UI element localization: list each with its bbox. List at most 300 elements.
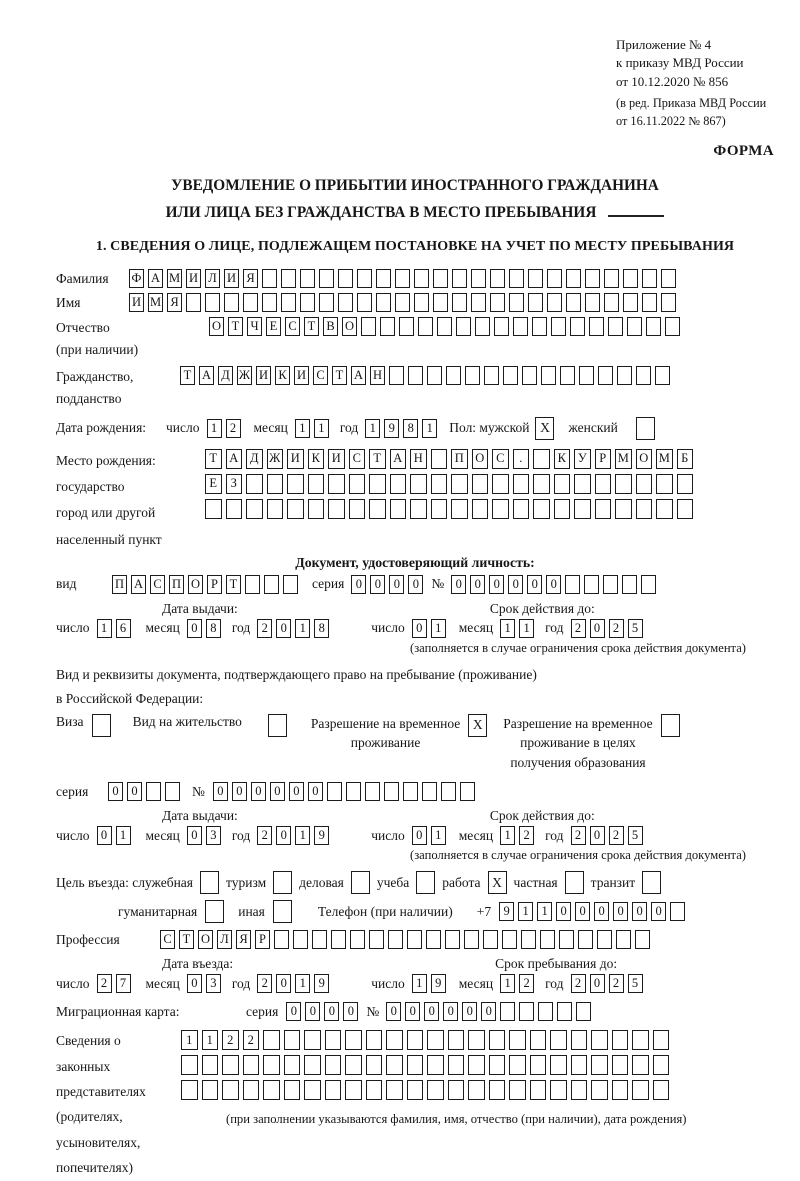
char-box: 0 bbox=[451, 575, 466, 594]
char-box bbox=[560, 366, 575, 385]
char-box bbox=[287, 499, 304, 519]
char-box bbox=[345, 1055, 362, 1075]
char-box bbox=[338, 293, 353, 312]
birth-date-label: Дата рождения: bbox=[56, 420, 147, 436]
residence-intro-line2: в Российской Федерации: bbox=[56, 691, 204, 707]
char-box: 2 bbox=[609, 974, 624, 993]
char-box: 0 bbox=[232, 782, 247, 801]
doc-kind-label: вид bbox=[56, 576, 77, 592]
char-box: 0 bbox=[481, 1002, 496, 1021]
char-box: 8 bbox=[403, 419, 418, 438]
char-box: 0 bbox=[408, 575, 423, 594]
char-box bbox=[361, 317, 376, 336]
char-box: В bbox=[323, 317, 338, 336]
char-box bbox=[636, 366, 651, 385]
char-box: С bbox=[160, 930, 175, 949]
day-label: число bbox=[371, 975, 405, 991]
char-box bbox=[165, 782, 180, 801]
citizenship-boxes bbox=[180, 366, 670, 385]
char-box: З bbox=[226, 474, 243, 494]
char-box: 0 bbox=[470, 575, 485, 594]
char-box bbox=[591, 1080, 608, 1100]
char-box: 0 bbox=[462, 1002, 477, 1021]
char-box bbox=[612, 1080, 629, 1100]
char-box bbox=[595, 474, 612, 494]
char-box bbox=[312, 930, 327, 949]
char-box bbox=[528, 293, 543, 312]
regulation-header bbox=[616, 36, 774, 130]
valid-until-header: Срок действия до: bbox=[489, 600, 595, 616]
char-box: 0 bbox=[389, 575, 404, 594]
year-label: год bbox=[545, 975, 564, 991]
char-box bbox=[571, 1080, 588, 1100]
char-box: 1 bbox=[500, 974, 515, 993]
char-box bbox=[565, 575, 580, 594]
char-box bbox=[243, 293, 258, 312]
char-box: 0 bbox=[412, 619, 427, 638]
char-box: 1 bbox=[295, 974, 310, 993]
temp-permit-label-line1: Разрешение на временное bbox=[310, 715, 461, 731]
residence-series-label: серия bbox=[56, 783, 89, 799]
char-box: 0 bbox=[187, 826, 202, 845]
char-box bbox=[369, 930, 384, 949]
day-label: число bbox=[56, 620, 90, 636]
char-box bbox=[500, 1002, 515, 1021]
char-box: Ж bbox=[237, 366, 252, 385]
birth-place-city-label-1: город или другой bbox=[56, 505, 156, 521]
char-box bbox=[281, 293, 296, 312]
char-box bbox=[533, 499, 550, 519]
char-box: А bbox=[131, 575, 146, 594]
birth-date-row bbox=[56, 417, 774, 440]
char-box: Б bbox=[677, 449, 694, 469]
char-box bbox=[380, 317, 395, 336]
char-box bbox=[407, 1080, 424, 1100]
char-box: Л bbox=[205, 269, 220, 288]
doc-number-boxes bbox=[451, 575, 656, 594]
char-box: 9 bbox=[384, 419, 399, 438]
char-box: И bbox=[256, 366, 271, 385]
char-box: О bbox=[342, 317, 357, 336]
char-box bbox=[350, 930, 365, 949]
char-box bbox=[433, 293, 448, 312]
identity-dates-row bbox=[56, 619, 774, 638]
residence-issue-day-boxes bbox=[97, 826, 131, 845]
char-box bbox=[513, 499, 530, 519]
purpose-other-label: иная bbox=[238, 903, 265, 919]
char-box: Я bbox=[167, 293, 182, 312]
citizenship-label-2: подданство bbox=[56, 390, 122, 406]
purpose-official-label: Цель въезда: служебная bbox=[56, 874, 193, 890]
char-box bbox=[325, 1055, 342, 1075]
char-box bbox=[661, 293, 676, 312]
purpose-row bbox=[56, 871, 774, 894]
entry-month-boxes bbox=[187, 974, 221, 993]
char-box bbox=[181, 1080, 198, 1100]
purpose-transit-label: транзит bbox=[590, 874, 636, 890]
char-box bbox=[489, 1055, 506, 1075]
char-box: Л bbox=[217, 930, 232, 949]
char-box bbox=[528, 269, 543, 288]
char-box bbox=[365, 782, 380, 801]
char-box bbox=[653, 1080, 670, 1100]
char-box bbox=[642, 269, 657, 288]
char-box bbox=[407, 1030, 424, 1050]
char-box bbox=[349, 499, 366, 519]
char-box bbox=[604, 293, 619, 312]
char-box bbox=[584, 575, 599, 594]
char-box bbox=[284, 1030, 301, 1050]
char-box bbox=[345, 1080, 362, 1100]
edu-permit-label-line1: Разрешение на временное bbox=[503, 715, 653, 731]
surname-row bbox=[56, 269, 774, 288]
identity-valid-day-boxes bbox=[412, 619, 446, 638]
char-box bbox=[345, 1030, 362, 1050]
char-box: 0 bbox=[286, 1002, 301, 1021]
char-box bbox=[328, 499, 345, 519]
month-label: месяц bbox=[145, 620, 180, 636]
legal-reps-label-3: представителях bbox=[56, 1084, 146, 1100]
char-box bbox=[571, 1055, 588, 1075]
char-box bbox=[304, 1080, 321, 1100]
char-box: Т bbox=[180, 366, 195, 385]
char-box: Н bbox=[370, 366, 385, 385]
char-box: 2 bbox=[257, 826, 272, 845]
migration-series-label: серия bbox=[246, 1003, 279, 1019]
char-box bbox=[468, 1080, 485, 1100]
char-box bbox=[263, 1080, 280, 1100]
char-box: Р bbox=[255, 930, 270, 949]
entry-year-boxes bbox=[257, 974, 329, 993]
char-box: 6 bbox=[116, 619, 131, 638]
char-box bbox=[550, 1055, 567, 1075]
char-box bbox=[550, 1030, 567, 1050]
char-box bbox=[395, 293, 410, 312]
char-box: А bbox=[226, 449, 243, 469]
char-box bbox=[503, 366, 518, 385]
char-box: 0 bbox=[527, 575, 542, 594]
form-label: ФОРМА bbox=[713, 142, 774, 159]
char-box bbox=[570, 317, 585, 336]
char-box: П bbox=[112, 575, 127, 594]
char-box: М bbox=[148, 293, 163, 312]
legal-reps-boxes-row1 bbox=[181, 1030, 686, 1050]
header-amendment-line: (в ред. Приказа МВД России bbox=[616, 96, 767, 111]
purpose-humanitarian-checkbox bbox=[205, 900, 224, 923]
patronymic-boxes bbox=[209, 317, 680, 336]
char-box: 0 bbox=[351, 575, 366, 594]
char-box bbox=[267, 474, 284, 494]
char-box bbox=[615, 499, 632, 519]
char-box: . bbox=[513, 449, 530, 469]
doc-series-label: серия bbox=[312, 576, 345, 592]
char-box: А bbox=[148, 269, 163, 288]
char-box bbox=[262, 269, 277, 288]
char-box bbox=[431, 474, 448, 494]
stay-until-header: Срок пребывания до: bbox=[495, 956, 618, 972]
char-box bbox=[386, 1080, 403, 1100]
char-box bbox=[540, 930, 555, 949]
char-box bbox=[181, 1055, 198, 1075]
char-box bbox=[551, 317, 566, 336]
char-box: 0 bbox=[276, 619, 291, 638]
legal-reps-label-1: Сведения о bbox=[56, 1033, 121, 1049]
char-box: 0 bbox=[590, 826, 605, 845]
char-box: 5 bbox=[628, 974, 643, 993]
char-box bbox=[243, 1055, 260, 1075]
char-box: А bbox=[199, 366, 214, 385]
char-box: П bbox=[451, 449, 468, 469]
char-box bbox=[627, 317, 642, 336]
char-box bbox=[533, 474, 550, 494]
form-title-line2: ИЛИ ЛИЦА БЕЗ ГРАЖДАНСТВА В МЕСТО ПРЕБЫВАНИЯ bbox=[165, 203, 597, 221]
char-box: Т bbox=[369, 449, 386, 469]
char-box bbox=[319, 293, 334, 312]
char-box: И bbox=[129, 293, 144, 312]
char-box bbox=[369, 474, 386, 494]
char-box bbox=[591, 1030, 608, 1050]
char-box: И bbox=[287, 449, 304, 469]
char-box bbox=[632, 1080, 649, 1100]
validity-note: (заполняется в случае ограничения срока действия документа) bbox=[410, 640, 746, 655]
char-box bbox=[578, 930, 593, 949]
char-box bbox=[338, 269, 353, 288]
purpose-row-2 bbox=[56, 900, 774, 923]
char-box bbox=[448, 1055, 465, 1075]
month-label: месяц bbox=[253, 420, 288, 436]
char-box: 1 bbox=[97, 619, 112, 638]
char-box bbox=[502, 930, 517, 949]
char-box: 1 bbox=[518, 902, 533, 921]
char-box bbox=[366, 1030, 383, 1050]
birth-place-boxes-row3 bbox=[205, 499, 693, 519]
char-box: 9 bbox=[431, 974, 446, 993]
month-label: месяц bbox=[458, 827, 494, 843]
char-box: С bbox=[313, 366, 328, 385]
char-box: 1 bbox=[412, 974, 427, 993]
char-box bbox=[245, 575, 260, 594]
char-box bbox=[571, 1030, 588, 1050]
char-box: С bbox=[349, 449, 366, 469]
char-box bbox=[431, 499, 448, 519]
char-box bbox=[369, 499, 386, 519]
char-box bbox=[617, 366, 632, 385]
char-box bbox=[574, 499, 591, 519]
char-box bbox=[224, 293, 239, 312]
char-box: Н bbox=[410, 449, 427, 469]
char-box bbox=[483, 930, 498, 949]
char-box bbox=[509, 293, 524, 312]
char-box: 0 bbox=[187, 619, 202, 638]
issue-date-header: Дата выдачи: bbox=[162, 600, 238, 616]
char-box bbox=[541, 366, 556, 385]
char-box: К bbox=[275, 366, 290, 385]
char-box bbox=[513, 317, 528, 336]
purpose-official-checkbox bbox=[200, 871, 219, 894]
char-box bbox=[399, 317, 414, 336]
char-box: 2 bbox=[519, 974, 534, 993]
char-box bbox=[376, 269, 391, 288]
char-box: 1 bbox=[314, 419, 329, 438]
char-box bbox=[566, 269, 581, 288]
char-box bbox=[538, 1002, 553, 1021]
char-box: 9 bbox=[314, 826, 329, 845]
char-box: П bbox=[169, 575, 184, 594]
char-box bbox=[661, 269, 676, 288]
char-box: Я bbox=[243, 269, 258, 288]
char-box: 0 bbox=[489, 575, 504, 594]
char-box: 2 bbox=[519, 826, 534, 845]
char-box bbox=[519, 1002, 534, 1021]
char-box bbox=[376, 293, 391, 312]
legal-reps-block bbox=[56, 1028, 774, 1180]
char-box: О bbox=[472, 449, 489, 469]
char-box: 0 bbox=[127, 782, 142, 801]
char-box bbox=[325, 1080, 342, 1100]
identity-date-headers bbox=[56, 601, 774, 617]
char-box bbox=[636, 499, 653, 519]
char-box bbox=[465, 366, 480, 385]
birth-place-boxes-row2 bbox=[205, 474, 693, 494]
migration-number-boxes bbox=[386, 1002, 591, 1021]
form-title bbox=[56, 173, 774, 227]
char-box bbox=[490, 269, 505, 288]
char-box bbox=[585, 293, 600, 312]
valid-until-header: Срок действия до: bbox=[489, 808, 595, 824]
char-box bbox=[642, 293, 657, 312]
header-line: Приложение № 4 bbox=[616, 37, 712, 52]
char-box: 1 bbox=[202, 1030, 219, 1050]
year-label: год bbox=[339, 420, 359, 436]
char-box bbox=[591, 1055, 608, 1075]
month-label: месяц bbox=[145, 975, 180, 991]
temp-permit-label-line2: проживание bbox=[350, 735, 421, 751]
char-box bbox=[468, 1030, 485, 1050]
citizenship-row bbox=[56, 366, 774, 410]
char-box bbox=[325, 1030, 342, 1050]
char-box bbox=[222, 1055, 239, 1075]
char-box: М bbox=[656, 449, 673, 469]
char-box bbox=[509, 1030, 526, 1050]
char-box: Т bbox=[228, 317, 243, 336]
day-label: число bbox=[371, 827, 405, 843]
stay-day-boxes bbox=[412, 974, 446, 993]
char-box bbox=[576, 1002, 591, 1021]
blank-underline bbox=[608, 201, 664, 216]
char-box bbox=[492, 474, 509, 494]
char-box bbox=[426, 930, 441, 949]
char-box: 1 bbox=[500, 619, 515, 638]
char-box bbox=[427, 366, 442, 385]
phone-label: Телефон (при наличии) bbox=[317, 903, 453, 919]
char-box bbox=[532, 317, 547, 336]
char-box bbox=[389, 366, 404, 385]
char-box: И bbox=[224, 269, 239, 288]
birth-month-boxes bbox=[295, 419, 329, 438]
char-box: 1 bbox=[519, 619, 534, 638]
char-box bbox=[566, 293, 581, 312]
legal-reps-note: (при заполнении указываются фамилия, имя, отчество (при наличии), дата рождения) bbox=[226, 1112, 687, 1127]
entry-day-boxes bbox=[97, 974, 131, 993]
birth-place-state-label: государство bbox=[56, 479, 125, 495]
char-box bbox=[452, 269, 467, 288]
char-box bbox=[489, 1080, 506, 1100]
char-box: 8 bbox=[206, 619, 221, 638]
char-box: О bbox=[209, 317, 224, 336]
char-box: Е bbox=[205, 474, 222, 494]
char-box: 9 bbox=[499, 902, 514, 921]
char-box: 1 bbox=[422, 419, 437, 438]
char-box bbox=[205, 293, 220, 312]
visa-checkbox bbox=[92, 714, 111, 737]
entry-date-header: Дата въезда: bbox=[162, 956, 234, 972]
char-box: О bbox=[636, 449, 653, 469]
char-box bbox=[646, 317, 661, 336]
day-label: число bbox=[166, 420, 200, 436]
char-box bbox=[308, 474, 325, 494]
char-box: 0 bbox=[308, 782, 323, 801]
char-box: 0 bbox=[270, 782, 285, 801]
char-box: М bbox=[167, 269, 182, 288]
birth-place-boxes-row1 bbox=[205, 449, 693, 469]
char-box bbox=[509, 269, 524, 288]
char-box: Е bbox=[266, 317, 281, 336]
char-box bbox=[327, 782, 342, 801]
char-box: У bbox=[574, 449, 591, 469]
entry-dates-row bbox=[56, 974, 774, 993]
char-box bbox=[492, 499, 509, 519]
char-box: 1 bbox=[537, 902, 552, 921]
char-box bbox=[623, 269, 638, 288]
given-name-row bbox=[56, 293, 774, 312]
residence-permit-label: Вид на жительство bbox=[132, 713, 242, 729]
char-box bbox=[641, 575, 656, 594]
char-box: 0 bbox=[343, 1002, 358, 1021]
char-box: 0 bbox=[276, 974, 291, 993]
char-box bbox=[281, 269, 296, 288]
char-box: 5 bbox=[628, 619, 643, 638]
migration-card-label: Миграционная карта: bbox=[56, 1003, 180, 1019]
char-box: Ж bbox=[267, 449, 284, 469]
temp-permit-checkbox: X bbox=[468, 714, 487, 737]
char-box: Т bbox=[332, 366, 347, 385]
char-box bbox=[451, 499, 468, 519]
char-box bbox=[612, 1030, 629, 1050]
char-box bbox=[530, 1055, 547, 1075]
char-box bbox=[390, 474, 407, 494]
validity-note: (заполняется в случае ограничения срока действия документа) bbox=[410, 848, 746, 863]
sex-female-label: женский bbox=[568, 420, 618, 436]
char-box: С bbox=[285, 317, 300, 336]
residence-valid-month-boxes bbox=[500, 826, 534, 845]
char-box bbox=[263, 1030, 280, 1050]
char-box bbox=[304, 1030, 321, 1050]
char-box: Д bbox=[218, 366, 233, 385]
section1-heading: 1. СВЕДЕНИЯ О ЛИЦЕ, ПОДЛЕЖАЩЕМ ПОСТАНОВКЕ НА УЧЕТ ПО МЕСТУ ПРЕБЫВАНИЯ bbox=[95, 239, 735, 255]
purpose-tourism-checkbox bbox=[273, 871, 292, 894]
char-box bbox=[408, 366, 423, 385]
legal-reps-label-6: попечителях) bbox=[56, 1160, 133, 1176]
edu-permit-label-line3: получения образования bbox=[510, 754, 646, 770]
char-box bbox=[530, 1030, 547, 1050]
char-box bbox=[287, 474, 304, 494]
char-box: 2 bbox=[243, 1030, 260, 1050]
char-box bbox=[407, 1055, 424, 1075]
char-box: К bbox=[308, 449, 325, 469]
char-box bbox=[410, 474, 427, 494]
char-box bbox=[494, 317, 509, 336]
char-box: К bbox=[554, 449, 571, 469]
